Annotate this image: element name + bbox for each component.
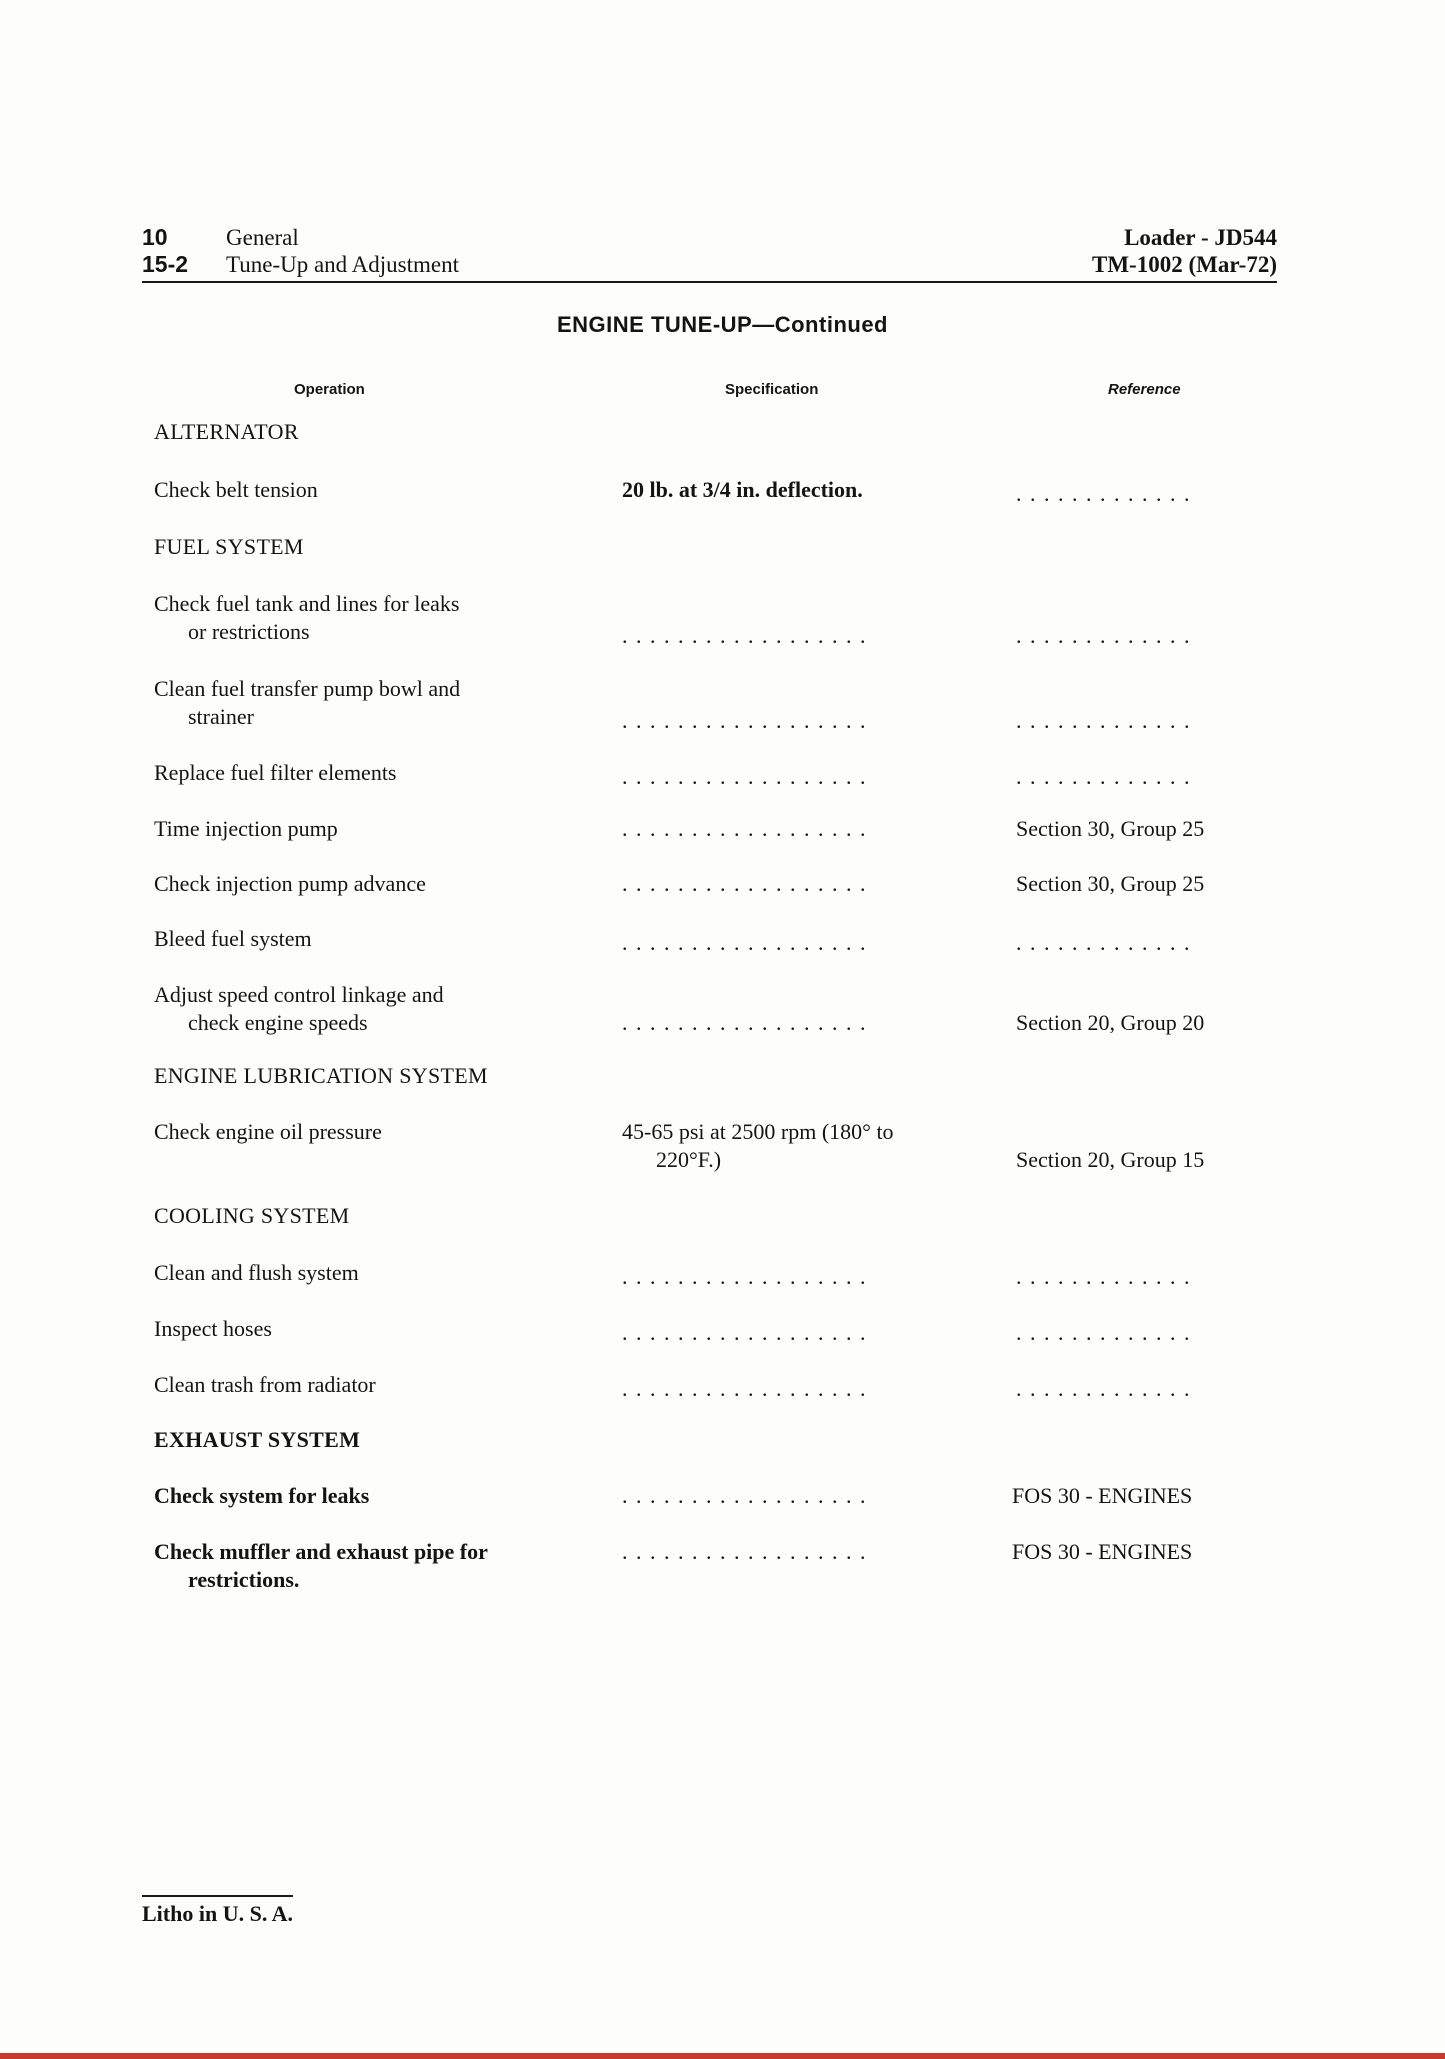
reference-cell: Section 20, Group 15 xyxy=(1016,1147,1205,1172)
column-header-operation: Operation xyxy=(294,381,365,398)
reference-leader-dots xyxy=(1016,480,1286,508)
operation-line-1: Clean fuel transfer pump bowl and xyxy=(154,676,461,701)
operation-line-1: Check muffler and exhaust pipe for xyxy=(154,1539,488,1564)
operation-cell: Check system for leaks xyxy=(154,1483,370,1508)
specification-leader-dots xyxy=(622,870,982,898)
specification-leader-dots xyxy=(622,1009,982,1037)
footer-imprint: Litho in U. S. A. xyxy=(142,1895,293,1927)
specification-leader-dots xyxy=(622,1538,982,1566)
operation-line-2: or restrictions xyxy=(188,619,310,644)
operation-cell: Time injection pump xyxy=(154,816,338,841)
column-header-specification: Specification xyxy=(725,381,819,398)
section-title: General xyxy=(226,225,299,250)
page-title: ENGINE TUNE-UP—Continued xyxy=(557,312,888,337)
heading-alternator: ALTERNATOR xyxy=(154,419,299,444)
operation-cell xyxy=(154,981,584,1037)
specification-line-1: 45-65 psi at 2500 rpm (180° to xyxy=(622,1119,894,1144)
reference-cell: FOS 30 - ENGINES xyxy=(1012,1539,1193,1564)
header-rule xyxy=(142,281,1277,283)
operation-line-2: strainer xyxy=(188,704,254,729)
operation-cell: Check belt tension xyxy=(154,477,318,502)
operation-line-1: Check fuel tank and lines for leaks xyxy=(154,591,460,616)
manual-number: TM-1002 (Mar-72) xyxy=(1092,252,1277,277)
operation-cell xyxy=(154,1538,584,1594)
reference-leader-dots xyxy=(1016,929,1286,957)
reference-cell: Section 30, Group 25 xyxy=(1016,816,1205,841)
machine-model: Loader - JD544 xyxy=(1124,225,1277,250)
operation-cell xyxy=(154,675,584,731)
operation-line-2: restrictions. xyxy=(188,1567,300,1592)
reference-cell: Section 20, Group 20 xyxy=(1016,1010,1205,1035)
reference-leader-dots xyxy=(1016,1319,1286,1347)
reference-leader-dots xyxy=(1016,763,1286,791)
reference-cell: FOS 30 - ENGINES xyxy=(1012,1483,1193,1508)
reference-leader-dots xyxy=(1016,1375,1286,1403)
group-number: 15-2 xyxy=(142,251,189,277)
heading-exhaust-system: EXHAUST SYSTEM xyxy=(154,1427,361,1452)
operation-line-2: check engine speeds xyxy=(188,1010,368,1035)
operation-cell: Bleed fuel system xyxy=(154,926,312,951)
operation-line-1: Adjust speed control linkage and xyxy=(154,982,444,1007)
reference-cell: Section 30, Group 25 xyxy=(1016,871,1205,896)
specification-leader-dots xyxy=(622,929,982,957)
operation-cell: Inspect hoses xyxy=(154,1316,272,1341)
operation-cell: Check engine oil pressure xyxy=(154,1119,382,1144)
operation-cell xyxy=(154,590,584,646)
header-right xyxy=(1092,224,1277,278)
specification-leader-dots xyxy=(622,707,982,735)
specification-leader-dots xyxy=(622,622,982,650)
reference-leader-dots xyxy=(1016,707,1286,735)
specification-cell: 20 lb. at 3/4 in. deflection. xyxy=(622,477,863,502)
heading-fuel-system: FUEL SYSTEM xyxy=(154,534,304,559)
heading-cooling-system: COOLING SYSTEM xyxy=(154,1203,350,1228)
specification-leader-dots xyxy=(622,1263,982,1291)
reference-leader-dots xyxy=(1016,1263,1286,1291)
column-header-reference: Reference xyxy=(1108,381,1181,398)
specification-cell xyxy=(622,1118,982,1174)
heading-engine-lubrication: ENGINE LUBRICATION SYSTEM xyxy=(154,1063,488,1088)
operation-cell: Clean and flush system xyxy=(154,1260,359,1285)
operation-cell: Check injection pump advance xyxy=(154,871,426,896)
specification-leader-dots xyxy=(622,1375,982,1403)
specification-line-2: 220°F.) xyxy=(656,1147,722,1172)
specification-leader-dots xyxy=(622,1482,982,1510)
operation-cell: Clean trash from radiator xyxy=(154,1372,376,1397)
page-edge xyxy=(0,2053,1445,2059)
section-number: 10 xyxy=(142,224,168,250)
reference-leader-dots xyxy=(1016,622,1286,650)
specification-leader-dots xyxy=(622,815,982,843)
specification-leader-dots xyxy=(622,763,982,791)
header-left xyxy=(142,224,459,278)
group-title: Tune-Up and Adjustment xyxy=(226,252,459,277)
operation-cell: Replace fuel filter elements xyxy=(154,760,397,785)
specification-leader-dots xyxy=(622,1319,982,1347)
